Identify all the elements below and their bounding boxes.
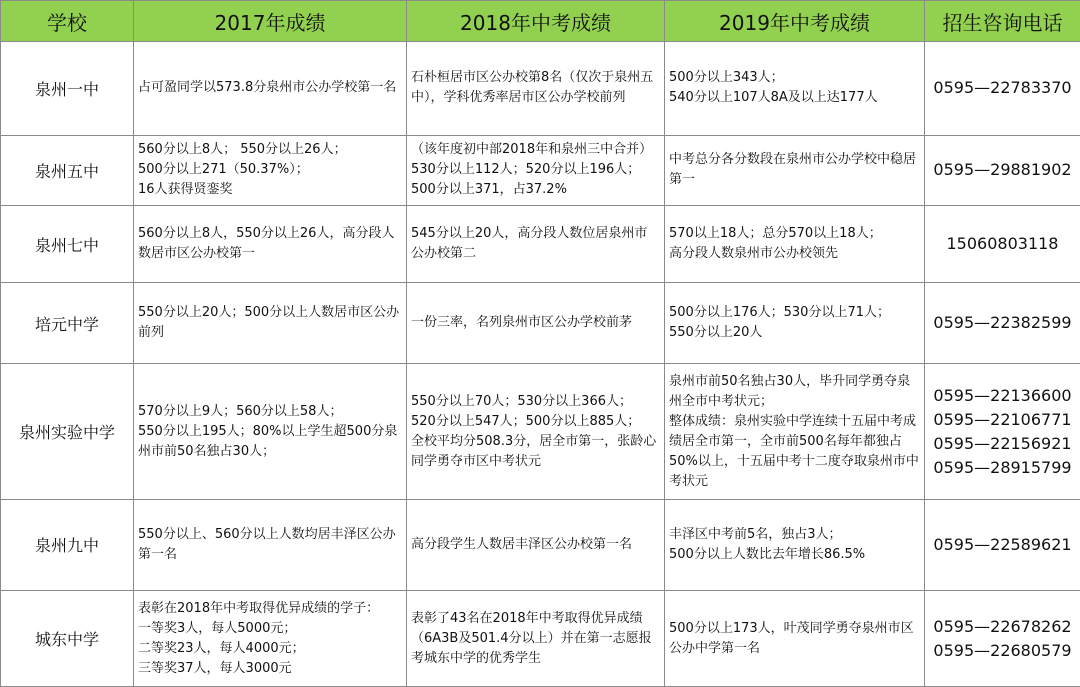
table-row: [1, 499, 1080, 591]
header-school: 学校: [1, 1, 134, 42]
school-name: 泉州五中: [1, 135, 134, 206]
result-2019-line: 500分以上人数比去年增长86.5%: [669, 546, 866, 562]
result-2018-cell: [407, 135, 665, 206]
result-2017-cell: [134, 206, 407, 283]
phone-number: 0595—22678262: [933, 616, 1072, 636]
result-2019-cell: [665, 135, 925, 206]
phone-number: 0595—22382599: [933, 313, 1072, 333]
result-2018-cell: [407, 42, 665, 136]
result-2019-line: 中考总分各分数段在泉州市公办学校中稳居第一: [669, 152, 917, 188]
result-2019-line: 整体成绩：泉州实验中学连续十五届中考成绩居全市第一，全市前500名每年都独占50%以上，十五届中考十二度夺取泉州市中考状元: [669, 413, 919, 489]
result-2019-line: 500分以上176人；530分以上71人；: [669, 305, 890, 321]
result-2017-cell: [134, 42, 407, 136]
phone-cell: [925, 364, 1080, 499]
phone-number: 0595—22156921: [933, 433, 1072, 453]
table-row: [1, 591, 1080, 687]
result-2017-line: 560分以上8人，550分以上26人，高分段人数居市区公办校第一: [138, 226, 395, 262]
school-name: 城东中学: [1, 591, 134, 687]
result-2019-cell: [665, 206, 925, 283]
result-2019-line: 550分以上20人: [669, 325, 763, 341]
result-2017-line: 560分以上8人； 550分以上26人；: [138, 142, 347, 158]
phone-number: 0595—22136600: [933, 385, 1072, 405]
header-row: [1, 1, 1080, 42]
result-2019-cell: [665, 591, 925, 687]
result-2019-cell: [665, 42, 925, 136]
result-2018-cell: [407, 364, 665, 499]
school-name: 泉州实验中学: [1, 364, 134, 499]
table-row: [1, 42, 1080, 136]
result-2017-cell: [134, 135, 407, 206]
result-2019-line: 泉州市前50名独占30人，毕升同学勇夺泉州全市中考状元；: [669, 373, 911, 409]
result-2019-line: 高分段人数泉州市公办校领先: [669, 246, 839, 262]
phone-cell: [925, 499, 1080, 591]
phone-number: 0595—22783370: [933, 78, 1072, 98]
table-row: [1, 206, 1080, 283]
result-2017-cell: [134, 283, 407, 364]
result-2019-cell: [665, 499, 925, 591]
school-name: 泉州九中: [1, 499, 134, 591]
result-2019-line: 500分以上343人；: [669, 70, 784, 86]
phone-number: 0595—22589621: [933, 534, 1072, 554]
result-2017-cell: [134, 364, 407, 499]
result-2019-line: 丰泽区中考前5名，独占3人；: [669, 526, 842, 542]
result-2018-cell: [407, 283, 665, 364]
result-2018-line: 一份三率，名列泉州市区公办学校前茅: [411, 315, 633, 331]
result-2017-line: 二等奖23人，每人4000元；: [138, 640, 305, 656]
result-2017-line: 占可盈同学以573.8分泉州市公办学校第一名: [138, 80, 397, 96]
phone-cell: [925, 591, 1080, 687]
result-2017-line: 三等奖37人，每人3000元: [138, 660, 292, 676]
result-2019-cell: [665, 283, 925, 364]
result-2018-cell: [407, 591, 665, 687]
school-name: 泉州一中: [1, 42, 134, 136]
phone-cell: [925, 135, 1080, 206]
result-2017-line: 表彰在2018年中考取得优异成绩的学子：: [138, 600, 380, 616]
result-2018-line: 500分以上371，占37.2%: [411, 182, 567, 198]
result-2017-line: 550分以上、560分以上人数均居丰泽区公办第一名: [138, 526, 396, 562]
phone-cell: [925, 206, 1080, 283]
table-row: [1, 364, 1080, 499]
table-body: [1, 42, 1080, 687]
result-2017-line: 570分以上9人；560分以上58人；: [138, 403, 343, 419]
header-phone: 招生咨询电话: [925, 1, 1080, 42]
table-row: [1, 283, 1080, 364]
result-2019-line: 500分以上173人，叶茂同学勇夺泉州市区公办中学第一名: [669, 620, 914, 656]
result-2017-line: 16人获得贤銮奖: [138, 182, 233, 198]
result-2019-cell: [665, 364, 925, 499]
school-name: 泉州七中: [1, 206, 134, 283]
phone-number: 0595—29881902: [933, 160, 1072, 180]
result-2018-line: （该年度初中部2018年和泉州三中合并）: [411, 142, 653, 158]
phone-number: 0595—22106771: [933, 409, 1072, 429]
phone-number: 0595—22680579: [933, 640, 1072, 660]
result-2019-line: 540分以上107人8A及以上达177人: [669, 90, 878, 106]
phone-cell: [925, 283, 1080, 364]
phone-cell: [925, 42, 1080, 136]
result-2018-line: 530分以上112人；520分以上196人；: [411, 162, 641, 178]
result-2018-line: 高分段学生人数居丰泽区公办校第一名: [411, 536, 633, 552]
header-2017-results: 2017年成绩: [134, 1, 407, 42]
result-2017-line: 550分以上20人；500分以上人数居市区公办前列: [138, 305, 400, 341]
phone-number: 15060803118: [946, 234, 1059, 254]
result-2017-cell: [134, 499, 407, 591]
result-2018-line: 表彰了43名在2018年中考取得优异成绩（6A3B及501.4分以上）并在第一志愿报考城东中学的优秀学生: [411, 610, 652, 666]
result-2017-cell: [134, 591, 407, 687]
result-2017-line: 550分以上195人；80%以上学生超500分泉州市前50名独占30人；: [138, 423, 398, 459]
phone-number: 0595—28915799: [933, 457, 1072, 477]
header-2018-results: 2018年中考成绩: [407, 1, 665, 42]
header-2019-results: 2019年中考成绩: [665, 1, 925, 42]
result-2018-cell: [407, 206, 665, 283]
result-2018-cell: [407, 499, 665, 591]
result-2017-line: 一等奖3人，每人5000元；: [138, 620, 297, 636]
result-2017-line: 500分以上271（50.37%）；: [138, 162, 309, 178]
result-2018-line: 石朴桓居市区公办校第8名（仅次于泉州五中），学科优秀率居市区公办学校前列: [411, 70, 654, 106]
result-2018-line: 550分以上70人；530分以上366人；: [411, 393, 632, 409]
result-2018-line: 全校平均分508.3分，居全市第一，张龄心同学勇夺市区中考状元: [411, 433, 657, 469]
school-name: 培元中学: [1, 283, 134, 364]
result-2018-line: 520分以上547人；500分以上885人；: [411, 413, 641, 429]
table-row: [1, 135, 1080, 206]
result-2019-line: 570以上18人；总分570以上18人；: [669, 226, 882, 242]
result-2018-line: 545分以上20人，高分段人数位居泉州市公办校第二: [411, 226, 648, 262]
